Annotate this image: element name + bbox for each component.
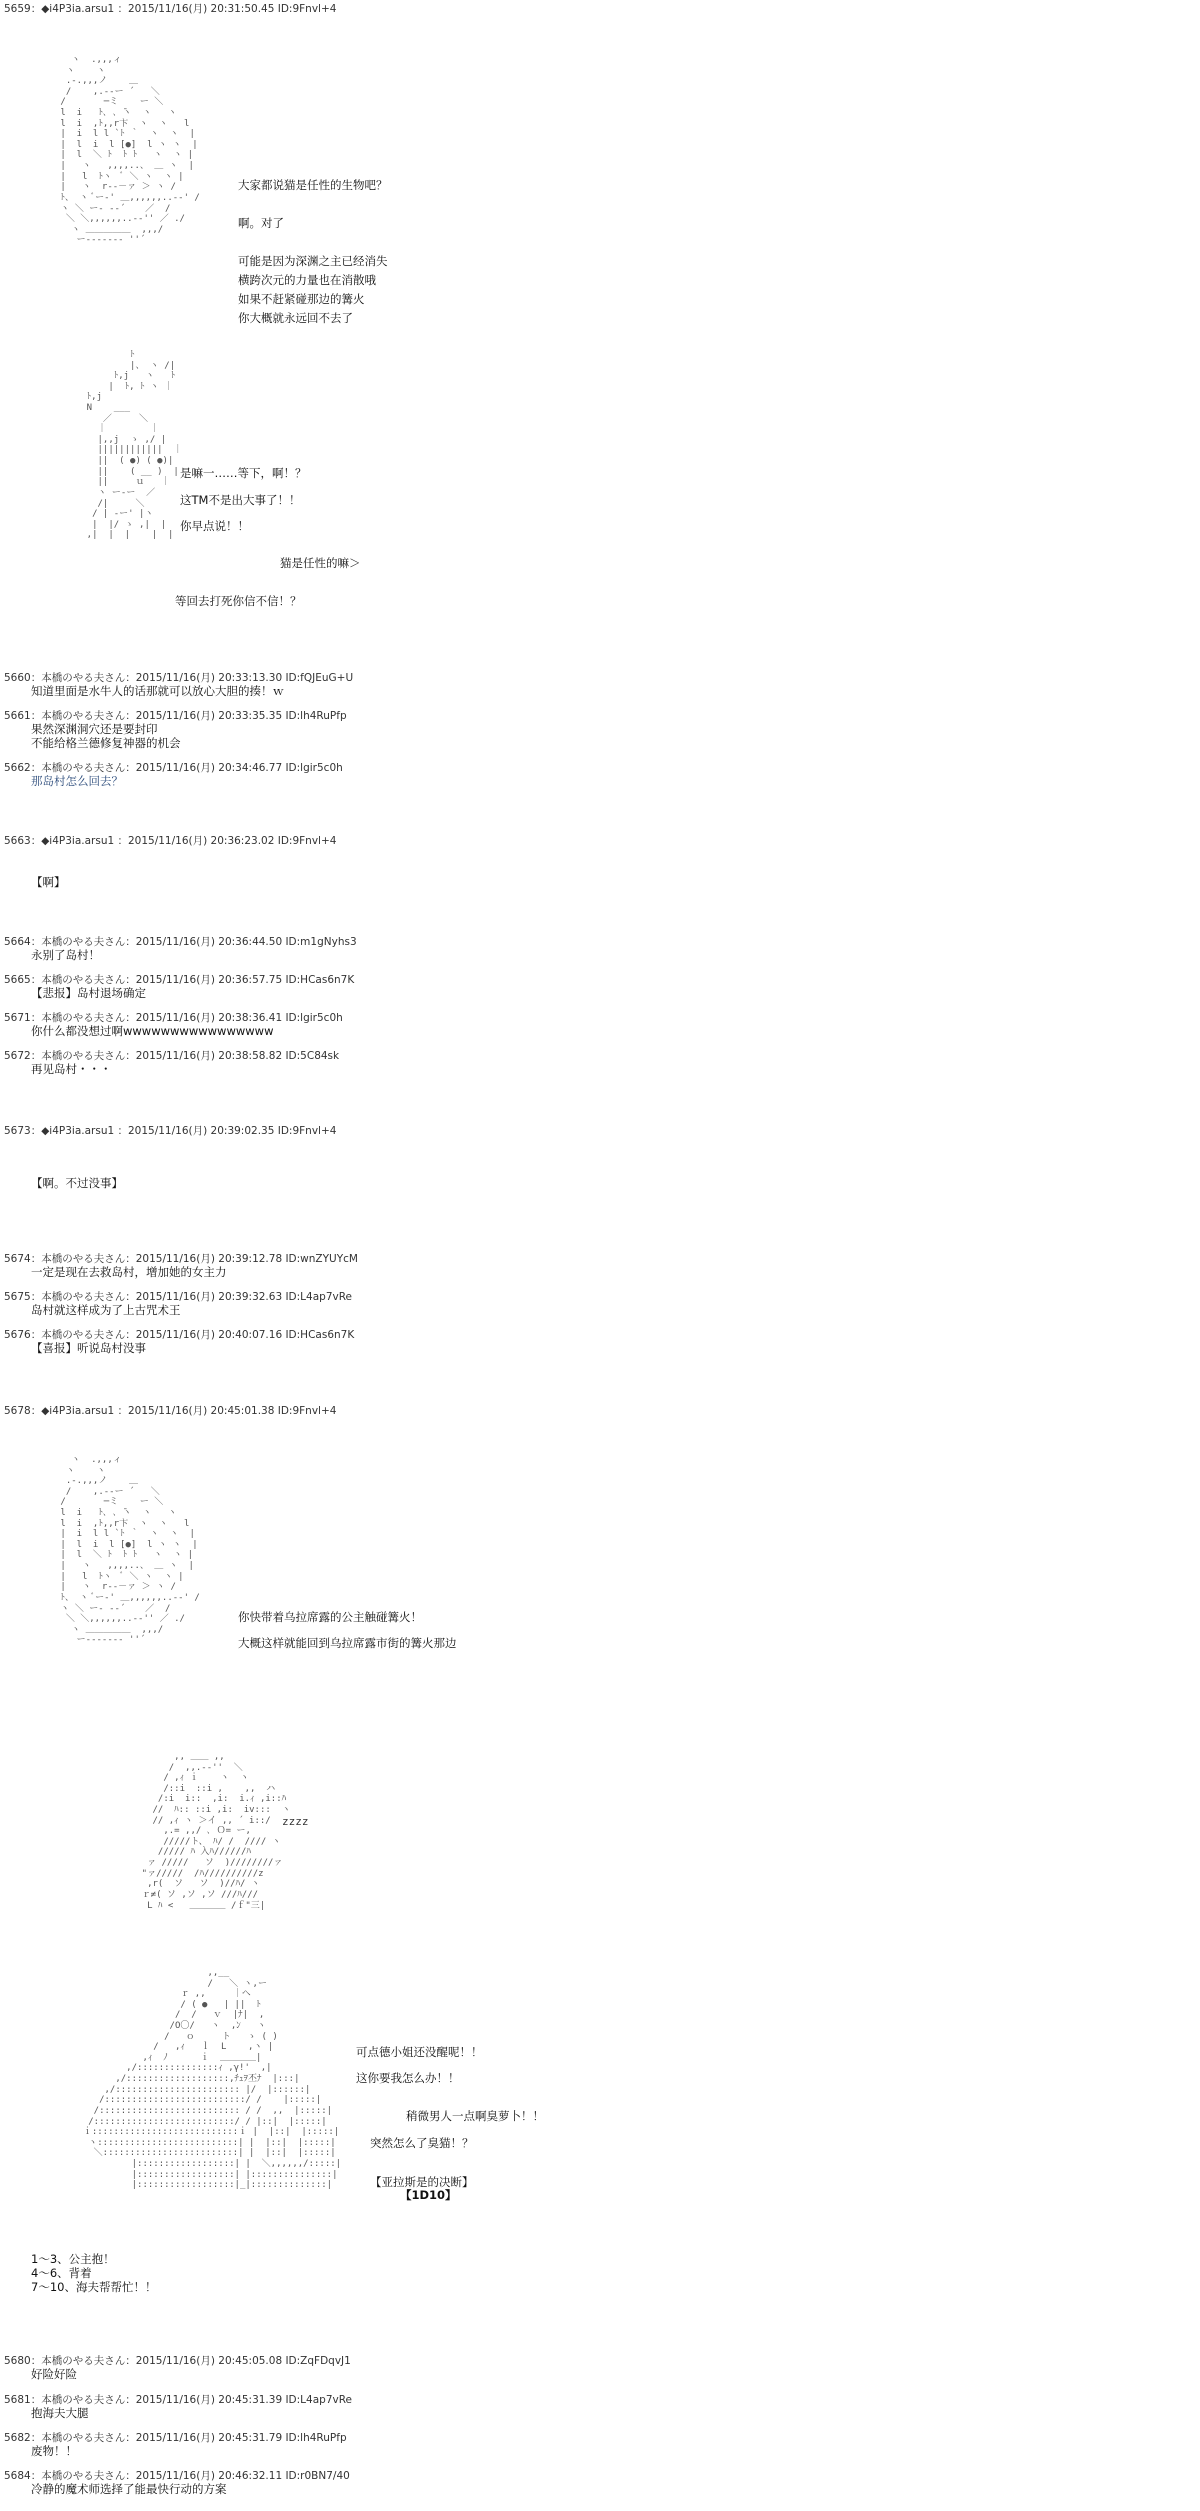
speech-shima-4: 等回去打死你信不信！？ [175,594,302,608]
post-body-5682: 废物！！ [31,2444,77,2458]
post-header-5672: 5672：本橋のやる夫さん：2015/11/16(月) 20:38:58.82 ID:5C84sk [4,1050,340,1062]
post-header-5671: 5671：本橋のやる夫さん：2015/11/16(月) 20:38:36.41 ID:lgir5c0h [4,1012,343,1024]
post-header-5663: 5663：◆i4P3ia.arsu1 ：2015/11/16(月) 20:36:23.02 ID:9Fnvl+4 [4,835,337,847]
speech-shima-2: 这TM不是出大事了！！ [180,493,301,507]
post-body-5663: 【啊】 [31,875,66,889]
post-body-5671: 你什么都没想过啊wwwwwwwwwwwwwwww [31,1024,274,1038]
speech-line: 大家都说猫是任性的生物吧？ [238,177,388,192]
post-header-5659: 5659：◆i4P3ia.arsu1 ：2015/11/16(月) 20:31:50.45 ID:9Fnvl+4 [4,3,337,15]
post-body-5680: 好险好险 [31,2367,77,2381]
post-body-5672: 再见岛村・・・ [31,1062,112,1076]
speech-cat-3: 你快带着乌拉席露的公主触碰篝火！ [238,1610,422,1624]
post-header-5660: 5660：本橋のやる夫さん：2015/11/16(月) 20:33:13.30 ID:fQJEuG+U [4,672,354,684]
post-body-5665: 【悲报】岛村退场确定 [31,986,146,1000]
choice-2: 4〜6、背着 [31,2266,92,2280]
cat-ascii-art-2: ヽ .,,,ィ ヽ ヽ .-.,,,ノ ＿ / ,.-‐ー ´ ＼ / ─ミ ー ＼ l i ﾄ､ ､ ̄ヽ ヽ ヽ l i ,ﾄ,,r卞 ヽ ヽ l | i l l `ﾄ ｀ ヽ ヽ | | l i l [●] l ヽ ヽ | | l ＼ ﾄ ﾄ ﾄ ヽ ヽ | | ヽ ,,,,..、 ＿ ヽ | | l ﾄヽ ﾞ ＼ ヽ ヽ | | ヽ r‐‐－ァ ＞ ヽ / ﾄ、 ヽ ﾞー‐' ＿,,,,,,..-‐' / ヽ ＼ ー‐ ‐‐´ ／ / ＼ ＼,,,,,,..-‐'' ／ ./ ヽ ＿＿＿＿＿ ,,,/ ー‐‐‐‐‐‐‐ ''´ [60,1455,200,1646]
post-body-5684: 冷静的魔术师选择了能最快行动的方案 [31,2482,227,2496]
post-header-5662: 5662：本橋のやる夫さん：2015/11/16(月) 20:34:46.77 ID:lgir5c0h [4,762,343,774]
post-body-5681: 抱海夫大腿 [31,2406,89,2420]
post-header-5678: 5678：◆i4P3ia.arsu1 ：2015/11/16(月) 20:45:01.38 ID:9Fnvl+4 [4,1405,337,1417]
zzz-text: zzzz [282,1815,309,1828]
cat-ascii-art: ヽ .,,,ィ ヽ ヽ .-.,,,ノ ＿ / ,.-‐ー ´ ＼ / ─ミ ー ＼ l i ﾄ､ ､ ̄ヽ ヽ ヽ l i ,ﾄ,,r卞 ヽ ヽ l | i l l `ﾄ ｀ ヽ ヽ | | l i l [●] l ヽ ヽ | | l ＼ ﾄ ﾄ ﾄ ヽ ヽ | | ヽ ,,,,..、 ＿ ヽ | | l ﾄヽ ﾞ ＼ ヽ ヽ | | ヽ r‐‐－ァ ＞ ヽ / ﾄ、 ヽ ﾞー‐' ＿,,,,,,..-‐' / ヽ ＼ ー‐ ‐‐´ ／ / ＼ ＼,,,,,,..-‐'' ／ ./ ヽ ＿＿＿＿＿ ,,,/ ー‐‐‐‐‐‐‐ ''´ [60,55,200,246]
choice-1: 1〜3、公主抱！ [31,2252,115,2266]
post-body-5674: 一定是现在去救岛村，增加她的女主力 [31,1265,227,1279]
speech-cat-5: 可点德小姐还没醒呢！！ [356,2045,483,2059]
speech-line: 可能是因为深渊之主已经消失 [238,253,388,268]
dice-label: 【1D10】 [400,2188,457,2202]
post-header-5664: 5664：本橋のやる夫さん：2015/11/16(月) 20:36:44.50 ID:m1gNyhs3 [4,936,357,948]
post-header-5673: 5673：◆i4P3ia.arsu1 ：2015/11/16(月) 20:39:02.35 ID:9Fnvl+4 [4,1125,337,1137]
post-header-5684: 5684：本橋のやる夫さん：2015/11/16(月) 20:46:32.11 ID:r0BN7/40 [4,2470,350,2482]
speech-shima-6: 突然怎么了臭猫！？ [370,2136,474,2150]
decision-label: 【亚拉斯是的决断】 [370,2175,474,2189]
carry-ascii-art: ,,__ / ＼ ヽ,ー ｒ ,, ｜ヘ / ( ● | || ﾄ / / ｖ |ﾅ| , /O〇/ ヽ ,ﾝ ヽ / ｏ ト ゝ ( ) / ,ｨ ｌ L ,ヽ | ,ｨ ﾉ ｉ ＿＿＿＿| ,/:::::::::::::::ｨ ,γ!' ,| ,/:::::::::::::::::::,ﾁｭｦ丕ﾅ |:::| ,/::::::::::::::::::::::: |/ |::::::| /::::::::::::::::::::::::::/ / |:::::| /:::::::::::::::::::::::::: / / ,, |:::::| /::::::::::::::::::::::::::/ / |::| |:::::| ｉ:::::::::::::::::::::::::::ｉ | |::| |:::::| ヽ::::::::::::::::::::::::::| | |::| |:::::| ＼:::::::::::::::::::::::::| | |::| |:::::| |::::::::::::::::::| | ＼,,,,,,/:::::| |::::::::::::::::::| |:::::::::::::::| |::::::::::::::::::|_|::::::::::::::| [82,1968,342,2191]
post-header-5661: 5661：本橋のやる夫さん：2015/11/16(月) 20:33:35.35 ID:lh4RuPfp [4,710,347,722]
post-body-5676: 【喜报】听说岛村没事 [31,1341,146,1355]
speech-shima-1: 是嘛一……等下，啊！？ [180,466,307,480]
post-header-5680: 5680：本橋のやる夫さん：2015/11/16(月) 20:45:05.08 ID:ZqFDqvJ1 [4,2355,351,2367]
speech-line: 横跨次元的力量也在消散哦 [238,272,376,287]
post-header-5665: 5665：本橋のやる夫さん：2015/11/16(月) 20:36:57.75 ID:HCas6n7K [4,974,355,986]
post-header-5682: 5682：本橋のやる夫さん：2015/11/16(月) 20:45:31.79 ID:lh4RuPfp [4,2432,347,2444]
sleeping-princess-ascii-art: ,, ＿＿ ,, / ,,.-‐'' ＼ / ,ｨ ｉ ヽ ヽ /::i ::i , ,, ハ /:i i:: ,i: i.ｨ ,i::ﾊ // ﾊ:: ::i ,i: iv::: ヽ // ,ｨ ヽ ＞イ ,, ´ i::/ ,.= ,,/ ､ Ｏ= ー, /////ト、 ﾊ/ / //// ヽ ///// ﾊ 入ﾊ//////ﾊ ァ ///// ソ )////////ァ "ァ///// /ﾊ//////////z ,r( ソ ソ )//ﾊ/ ヽ ｒ≠( ソ ,ソ ,ソ ///ﾊ/// L ﾊ < ＿＿＿＿ /ｆ"三| [141,1752,291,1911]
speech-line: 你大概就永远回不去了 [238,310,353,325]
post-header-5676: 5676：本橋のやる夫さん：2015/11/16(月) 20:40:07.16 ID:HCas6n7K [4,1329,355,1341]
post-header-5675: 5675：本橋のやる夫さん：2015/11/16(月) 20:39:32.63 ID:L4ap7vRe [4,1291,352,1303]
speech-cat-2: 猫是任性的嘛＞ [280,556,361,570]
post-body-5660: 知道里面是水牛人的话那就可以放心大胆的揍！ｗ [31,684,284,698]
speech-cat-1 [238,157,388,328]
speech-shima-5: 这你要我怎么办！！ [356,2071,460,2085]
post-body-5662: 那岛村怎么回去？ [31,774,123,788]
post-header-5674: 5674：本橋のやる夫さん：2015/11/16(月) 20:39:12.78 ID:wnZYUYcM [4,1253,358,1265]
choice-3: 7〜10、海夫帮帮忙！！ [31,2280,157,2294]
speech-shima-3: 你早点说！！ [180,519,249,533]
post-header-5681: 5681：本橋のやる夫さん：2015/11/16(月) 20:45:31.39 ID:L4ap7vRe [4,2394,352,2406]
speech-cat-4: 大概这样就能回到乌拉席露市街的篝火那边 [238,1636,457,1650]
speech-cat-6: 稍微男人一点啊臭萝卜！！ [406,2109,544,2123]
post-body-5664: 永别了岛村！ [31,948,100,962]
shimamura-ascii-art: ﾄ |、 ヽ /| ﾄ,j ヽ ﾄ | ﾄ, ﾄ ヽ ｜ ﾄ,j N ___ ／ ＼ ｜ ｜ |,,j ゝ ,/ | |||||||||||| ｜ || ( ●) ( ●)| || ( __ ) | || ｕ ｜ ヽ ー-ー ／ /| ＼ / | -ー' |ヽ | |/ ゝ ,| | ,| | | | | [86,350,183,541]
speech-line: 如果不赶紧碰那边的篝火 [238,291,365,306]
post-body-5675: 岛村就这样成为了上古咒术王 [31,1303,181,1317]
post-body-5661-2: 不能给格兰德修复神器的机会 [31,736,181,750]
post-body-5673: 【啊。不过没事】 [31,1176,123,1190]
post-body-5661-1: 果然深渊洞穴还是要封印 [31,722,158,736]
speech-line: 啊。对了 [238,215,284,230]
